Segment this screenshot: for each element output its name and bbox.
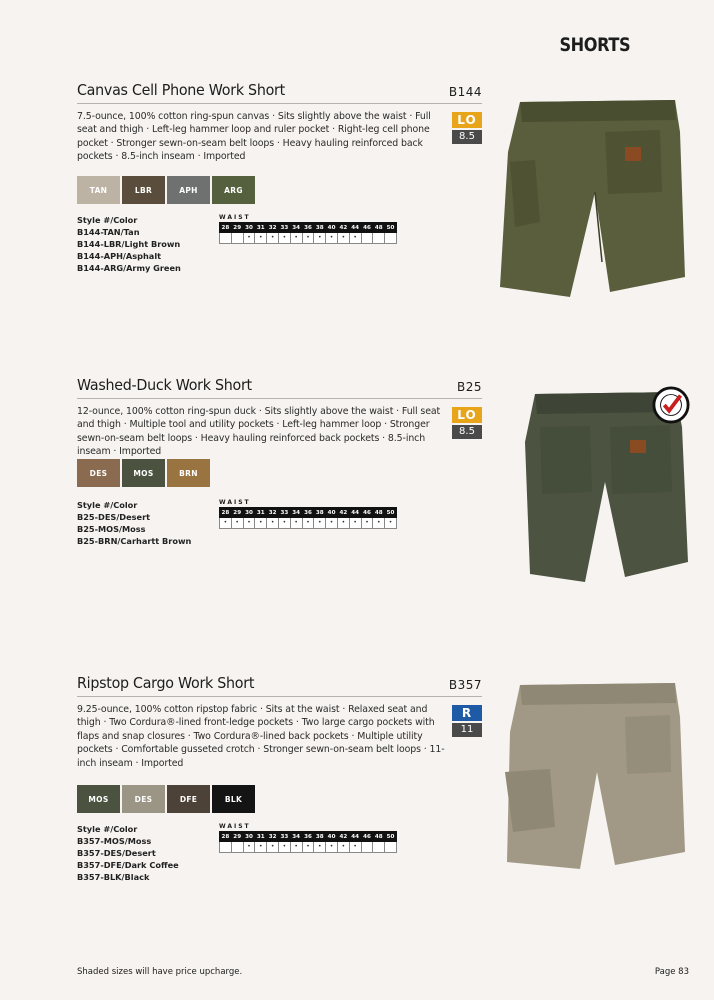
size-table (219, 831, 397, 853)
size-header-cell: 36 (304, 509, 312, 516)
color-swatches (77, 176, 255, 204)
size-header-cell: 29 (233, 833, 242, 840)
size-header-cell: 38 (315, 833, 324, 840)
style-list (77, 214, 181, 274)
size-header-cell: 38 (315, 224, 324, 231)
inseam-badge: 11 (452, 723, 482, 737)
size-header-cell: 29 (233, 224, 242, 231)
size-header-cell: 50 (386, 833, 395, 840)
size-header-cell: 44 (351, 509, 360, 516)
size-header-cell: 28 (221, 224, 230, 231)
fit-badge: R (452, 705, 482, 721)
inseam-badge: 8.5 (452, 425, 482, 439)
size-availability-cell: • (290, 518, 302, 529)
size-header-cell: 32 (268, 833, 277, 840)
size-availability-cell: • (267, 518, 279, 529)
style-item: B357-DES/Desert (77, 848, 156, 858)
size-availability-cell: • (302, 842, 314, 853)
style-item: B25-MOS/Moss (77, 524, 146, 534)
color-swatch: BRN (167, 459, 210, 487)
color-swatches (77, 459, 210, 487)
size-header-cell: 31 (256, 224, 265, 231)
size-availability-cell: • (314, 518, 326, 529)
size-availability-cell (361, 233, 373, 244)
color-swatch: ARG (212, 176, 255, 204)
product-description: 12-ounce, 100% cotton ring-spun duck · Sits slightly above the waist · Full seat and thigh · Multiple tool and utility pockets · Left-leg hammer loop · Stronger sewn-on-seam belt loops · Heavy hauling reinforced back pockets · 8.5-inch inseam · Imported (77, 406, 441, 458)
size-availability-cell: • (267, 842, 279, 853)
size-header-cell: 28 (221, 509, 230, 516)
style-list-header: Style #/Color (77, 824, 138, 834)
size-availability-cell: • (349, 842, 361, 853)
size-header-cell: 31 (256, 833, 265, 840)
color-swatch: MOS (77, 785, 120, 813)
product-header (77, 373, 482, 399)
section-title: SHORTS (559, 34, 630, 56)
size-availability-cell: • (326, 842, 338, 853)
size-header-row (220, 508, 397, 518)
size-availability-cell: • (278, 518, 290, 529)
size-header-cell: 46 (363, 833, 371, 840)
size-header-cell: 50 (386, 224, 395, 231)
size-header-cell: 40 (327, 509, 336, 516)
size-header-cell: 48 (374, 224, 383, 231)
product-description: 7.5-ounce, 100% cotton ring-spun canvas · Sits slightly above the waist · Full seat and thigh · Left-leg hammer loop and ruler pocket · Right-leg cell phone pocket · Stronger sewn-on-seam belt loops · Heavy hauling reinforced back pockets · 8.5-inch inseam · Imported (77, 111, 431, 163)
size-header-cell: 30 (245, 224, 253, 231)
size-availability-cell (231, 842, 243, 853)
size-header-cell: 30 (245, 833, 253, 840)
size-table (219, 222, 397, 244)
size-availability-cell: • (326, 233, 338, 244)
style-list-header: Style #/Color (77, 500, 138, 510)
size-header-cell: 40 (327, 224, 336, 231)
size-header-cell: 44 (351, 224, 360, 231)
product-code: B25 (456, 380, 482, 394)
size-header-row (220, 832, 397, 842)
size-header-cell: 31 (256, 509, 265, 516)
color-swatch: DES (77, 459, 120, 487)
size-availability-cell (385, 233, 397, 244)
size-header-cell: 46 (363, 224, 371, 231)
product-description: 9.25-ounce, 100% cotton ripstop fabric · Sits at the waist · Relaxed seat and thigh · Two Cordura®-lined front-ledge pockets · Two large cargo pockets with flaps and snap closures · Two Cordura®-lined back pockets · Multiple utility pockets · Comfortable gusseted crotch · Stronger sewn-on-seam belt loops · 11-inch inseam · Imported (77, 704, 445, 769)
page-number: Page 83 (654, 967, 689, 977)
size-header-cell: 30 (245, 509, 253, 516)
size-availability-cell: • (314, 233, 326, 244)
product-photo-canvas-short (490, 92, 690, 302)
size-header-row (220, 223, 397, 233)
size-availability-cell: • (290, 842, 302, 853)
product-b357 (77, 671, 482, 882)
size-header-cell: 42 (339, 833, 348, 840)
product-header (77, 78, 482, 104)
color-swatch: LBR (122, 176, 165, 204)
size-header-cell: 46 (363, 509, 371, 516)
waist-label: WAIST (219, 823, 251, 830)
size-availability-row (220, 842, 397, 853)
style-item: B144-ARG/Army Green (77, 263, 181, 273)
size-availability-row (220, 518, 397, 529)
size-header-cell: 36 (304, 224, 312, 231)
size-header-cell: 44 (351, 833, 360, 840)
size-header-cell: 38 (315, 509, 324, 516)
size-header-cell: 29 (233, 509, 242, 516)
waist-label: WAIST (219, 214, 251, 221)
field-tested-stamp-icon (652, 386, 690, 424)
size-availability-cell (361, 842, 373, 853)
size-header-cell: 33 (280, 224, 289, 231)
color-swatch: TAN (77, 176, 120, 204)
size-availability-cell: • (314, 842, 326, 853)
style-item: B144-TAN/Tan (77, 227, 140, 237)
color-swatch: DFE (167, 785, 210, 813)
product-name: Canvas Cell Phone Work Short (77, 81, 285, 99)
size-availability-cell: • (337, 233, 349, 244)
footer-note: Shaded sizes will have price upcharge. (77, 967, 243, 977)
size-availability-cell (220, 842, 232, 853)
size-header-cell: 33 (280, 509, 289, 516)
size-availability-row (220, 233, 397, 244)
style-item: B357-MOS/Moss (77, 836, 152, 846)
size-header-cell: 34 (292, 833, 301, 840)
waist-size-chart (219, 214, 397, 244)
inseam-badge: 8.5 (452, 130, 482, 144)
size-availability-cell: • (326, 518, 338, 529)
size-header-cell: 48 (374, 833, 383, 840)
style-list-header: Style #/Color (77, 215, 138, 225)
style-list (77, 823, 179, 883)
color-swatch: APH (167, 176, 210, 204)
style-item: B357-DFE/Dark Coffee (77, 860, 179, 870)
size-header-cell: 32 (268, 509, 277, 516)
style-item: B25-DES/Desert (77, 512, 151, 522)
size-header-cell: 42 (339, 509, 348, 516)
size-availability-cell: • (278, 233, 290, 244)
size-header-cell: 42 (339, 224, 348, 231)
waist-label: WAIST (219, 499, 251, 506)
size-availability-cell: • (231, 518, 243, 529)
product-code: B144 (448, 85, 482, 99)
size-availability-cell: • (302, 518, 314, 529)
size-availability-cell: • (302, 233, 314, 244)
color-swatches (77, 785, 255, 813)
size-header-cell: 36 (304, 833, 312, 840)
size-availability-cell: • (243, 518, 255, 529)
size-availability-cell: • (220, 518, 232, 529)
size-header-cell: 34 (292, 224, 301, 231)
size-header-cell: 33 (280, 833, 289, 840)
product-photo-ripstop-short (495, 677, 695, 877)
size-availability-cell: • (255, 518, 267, 529)
size-availability-cell: • (385, 518, 397, 529)
size-availability-cell: • (349, 233, 361, 244)
size-availability-cell: • (361, 518, 373, 529)
size-availability-cell: • (243, 233, 255, 244)
product-b144 (77, 78, 482, 273)
size-availability-cell: • (337, 518, 349, 529)
size-availability-cell: • (337, 842, 349, 853)
color-swatch: DES (122, 785, 165, 813)
waist-size-chart (219, 499, 397, 529)
size-availability-cell: • (255, 842, 267, 853)
size-availability-cell (385, 842, 397, 853)
size-availability-cell: • (349, 518, 361, 529)
style-item: B25-BRN/Carhartt Brown (77, 536, 192, 546)
product-b25 (77, 373, 482, 546)
size-availability-cell: • (373, 518, 385, 529)
size-header-cell: 40 (327, 833, 336, 840)
product-name: Ripstop Cargo Work Short (77, 674, 255, 692)
fit-badge: LO (452, 112, 482, 128)
style-item: B357-BLK/Black (77, 872, 150, 882)
size-availability-cell: • (290, 233, 302, 244)
size-availability-cell (231, 233, 243, 244)
product-name: Washed-Duck Work Short (77, 376, 252, 394)
color-swatch: BLK (212, 785, 255, 813)
fit-badge: LO (452, 407, 482, 423)
size-header-cell: 34 (292, 509, 301, 516)
size-table (219, 507, 397, 529)
size-availability-cell: • (243, 842, 255, 853)
size-availability-cell: • (278, 842, 290, 853)
product-code: B357 (448, 678, 482, 692)
style-list (77, 499, 191, 547)
color-swatch: MOS (122, 459, 165, 487)
product-header (77, 671, 482, 697)
size-header-cell: 50 (386, 509, 395, 516)
size-header-cell: 28 (221, 833, 230, 840)
waist-size-chart (219, 823, 397, 853)
size-header-cell: 48 (374, 509, 383, 516)
size-availability-cell: • (255, 233, 267, 244)
style-item: B144-LBR/Light Brown (77, 239, 181, 249)
size-availability-cell: • (267, 233, 279, 244)
style-item: B144-APH/Asphalt (77, 251, 162, 261)
size-availability-cell (373, 842, 385, 853)
size-availability-cell (373, 233, 385, 244)
size-header-cell: 32 (268, 224, 277, 231)
size-availability-cell (220, 233, 232, 244)
